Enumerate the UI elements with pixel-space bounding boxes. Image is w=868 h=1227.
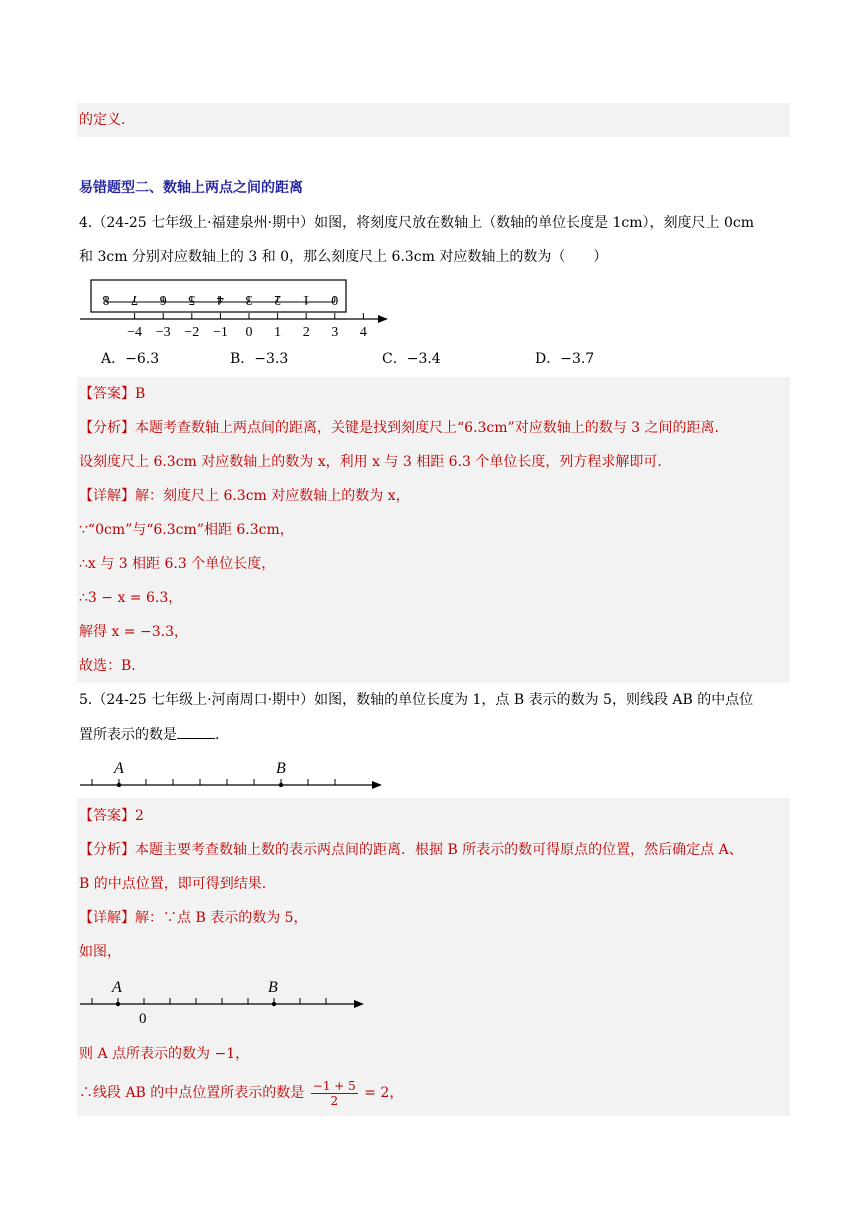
axis-label: 2 xyxy=(302,325,310,340)
q4-detail-5: 解得 x = −3.3， xyxy=(79,624,188,640)
q4-answer: 【答案】B xyxy=(79,386,146,402)
axis-label: 0 xyxy=(245,325,253,340)
axis-ticks xyxy=(135,313,364,319)
fraction-numerator: −1 + 5 xyxy=(312,1078,356,1093)
q5-line2-suffix: . xyxy=(215,727,220,743)
q4-ruler-figure xyxy=(76,278,396,340)
q4-option-c: C．−3.4 xyxy=(382,351,441,367)
point-b-dot xyxy=(272,1002,276,1006)
axis-label: 1 xyxy=(274,325,282,340)
point-a-dot xyxy=(117,783,121,787)
axis-label: 4 xyxy=(359,325,367,340)
q5-analysis-2: B 的中点位置，即可得到结果. xyxy=(79,876,267,892)
q5-detail-4 xyxy=(79,1076,403,1110)
ruler-label: 8 xyxy=(102,292,110,307)
q5-question-line1: 5.（24-25 七年级上·河南周口·期中）如图，数轴的单位长度为 1，点 B 表示的数为 5，则线段 AB 的中点位 xyxy=(79,692,754,708)
axis-label: 3 xyxy=(331,325,339,340)
q4-option-b: B．−3.3 xyxy=(230,351,289,367)
q5-detail-4-prefix: ∴线段 AB 的中点位置所表示的数是 xyxy=(79,1085,305,1101)
answer-blank xyxy=(177,724,215,739)
q5-detail-2: 如图， xyxy=(79,944,121,960)
q4-analysis-1: 【分析】本题考查数轴上两点间的距离，关键是找到刻度尺上“6.3cm”对应数轴上的数与 3 之间的距离. xyxy=(79,420,719,436)
axis-ticks xyxy=(92,998,326,1004)
axis-label: −3 xyxy=(155,325,171,340)
point-b-dot xyxy=(279,783,283,787)
axis-label: −2 xyxy=(184,325,200,340)
top-answer-block xyxy=(77,103,790,137)
point-a-dot xyxy=(116,1002,120,1006)
q4-question-line1: 4.（24-25 七年级上·福建泉州·期中）如图，将刻度尺放在数轴上（数轴的单位长度是 1cm），刻度尺上 0cm xyxy=(79,215,755,231)
q5-detail-1: 【详解】解：∵点 B 表示的数为 5， xyxy=(79,910,308,926)
ruler-label: 1 xyxy=(302,292,310,307)
q5-solution-number-line xyxy=(76,972,371,1028)
q5-number-line-figure xyxy=(76,754,386,794)
q4-analysis-2: 设刻度尺上 6.3cm 对应数轴上的数为 x，利用 x 与 3 相距 6.3 个单位长度，列方程求解即可. xyxy=(79,454,662,470)
ruler-label: 5 xyxy=(188,292,196,307)
ruler-label: 2 xyxy=(274,292,282,307)
fraction xyxy=(311,1079,358,1108)
ruler-label: 0 xyxy=(331,292,339,307)
axis-ticks xyxy=(92,779,335,785)
point-a-label: A xyxy=(112,979,122,996)
ruler-label: 4 xyxy=(216,292,224,307)
point-b-label: B xyxy=(276,760,286,777)
top-fragment: 的定义. xyxy=(79,112,126,128)
ruler-label: 7 xyxy=(131,292,139,307)
section-heading: 易错题型二、数轴上两点之间的距离 xyxy=(79,180,303,196)
q5-detail-4-suffix: = 2， xyxy=(364,1085,404,1101)
fraction-denominator: 2 xyxy=(330,1093,339,1108)
q4-detail-2: ∵“0cm”与“6.3cm”相距 6.3cm， xyxy=(79,522,294,538)
ruler-label: 6 xyxy=(159,292,167,307)
ruler-label: 3 xyxy=(245,292,253,307)
q5-line2-prefix: 置所表示的数是 xyxy=(79,727,177,743)
q4-detail-1: 【详解】解：刻度尺上 6.3cm 对应数轴上的数为 x， xyxy=(79,488,410,504)
point-a-label: A xyxy=(114,760,124,777)
point-b-label: B xyxy=(268,979,278,996)
axis-arrow-icon xyxy=(378,315,388,323)
q4-question-line2: 和 3cm 分别对应数轴上的 3 和 0，那么刻度尺上 6.3cm 对应数轴上的数为（ ） xyxy=(79,249,608,265)
origin-label: 0 xyxy=(139,1011,147,1027)
q4-detail-6: 故选：B. xyxy=(79,658,136,674)
q4-detail-4: ∴3 − x = 6.3， xyxy=(79,590,183,606)
q5-analysis-1: 【分析】本题主要考查数轴上数的表示两点间的距离．根据 B 所表示的数可得原点的位置，然后确定点 A、 xyxy=(79,842,743,858)
q4-detail-3: ∴x 与 3 相距 6.3 个单位长度， xyxy=(79,556,276,572)
axis-label: −1 xyxy=(212,325,228,340)
q5-question-line2 xyxy=(79,724,219,745)
axis-arrow-icon xyxy=(354,1000,364,1008)
q4-option-a: A．−6.3 xyxy=(101,351,160,367)
q5-detail-3: 则 A 点所表示的数为 −1， xyxy=(79,1046,250,1062)
q5-answer: 【答案】2 xyxy=(79,808,144,824)
q4-option-d: D．−3.7 xyxy=(535,351,595,367)
axis-label: −4 xyxy=(127,325,143,340)
axis-arrow-icon xyxy=(372,781,382,789)
